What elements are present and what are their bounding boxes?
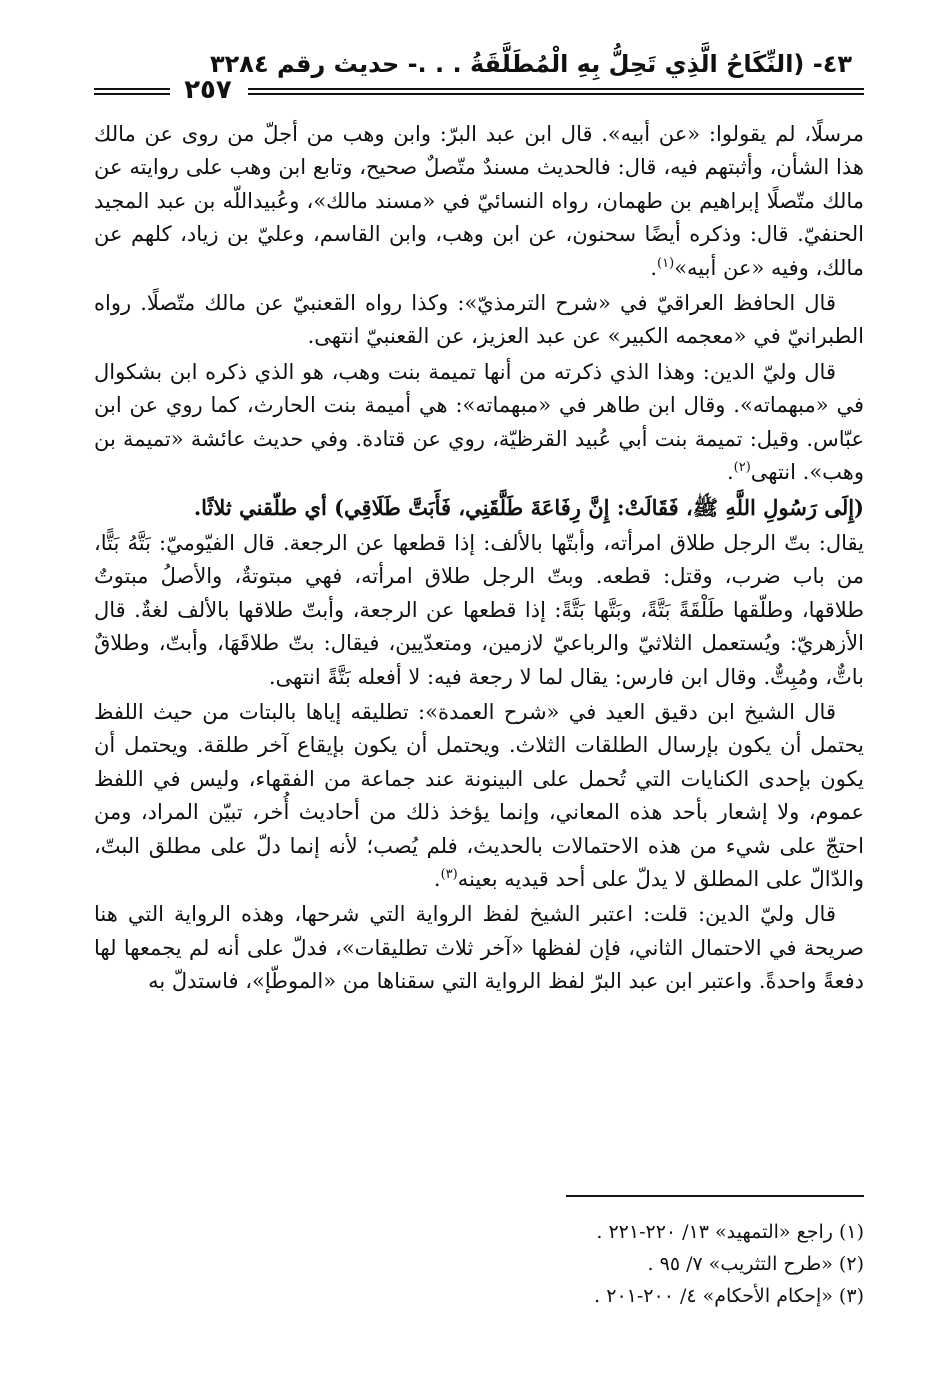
footnote-ref: (١) bbox=[657, 255, 675, 271]
footnote-ref: (٢) bbox=[733, 460, 751, 476]
page-number: ٢٥٧ bbox=[184, 75, 232, 105]
footnote: (٢) «طرح التثريب» ٧/ ٩٥ . bbox=[647, 1253, 864, 1275]
paragraph bbox=[94, 356, 864, 490]
main-text bbox=[94, 118, 864, 1001]
paragraph-text: قال وليّ الدين: وهذا الذي ذكرته من أنها تميمة بنت وهب، هو الذي ذكره ابن بشكوال في «مبهماته». وقال ابن طاهر في «مبهماته»: هي أميمة بنت الحارث، كما روي عن ابن عبّاس. وقيل: تميمة بنت أبي عُبيد القرظيّة، روي عن قتادة. وفي حديث عائشة «تميمة بن وهب». انتهى bbox=[94, 359, 864, 485]
paragraph-text: قال وليّ الدين: قلت: اعتبر الشيخ لفظ الرواية التي شرحها، وهذه الرواية التي هنا صريحة في الاحتمال الثاني، فإن لفظها «آخر ثلاث تطليقات»، فدلّ على أنه لم يجمعها لها دفعةً واحدةً. واعتبر ابن عبد البرّ لفظ الرواية التي سقناها من «الموطّإ»، فاستدلّ به bbox=[94, 902, 864, 994]
paragraph-end: . bbox=[650, 255, 658, 280]
paragraph-text: يقال: بتّ الرجل طلاق امرأته، وأبتّها بالألف: إذا قطعها عن الرجعة. قال الفيّوميّ: بَتَّهُ بَتًّا، من باب ضرب، وقتل: قطعه. وبتّ الرجل طلاق امرأته، فهي مبتوتةٌ، والأصلُ مبتوتٌ طلاقها، وطلّقها طَلْقَةً بَتَّةً، وبَتَّها بَتَّةً: إذا قطعها عن الرجعة، وأبتّ طلاقها بالألف لغةٌ. قال الأزهريّ: ويُستعمل الثلاثيّ والرباعيّ لازمين، ومتعدّيين، فيقال: بتّ طلاقَهَا، وأبتّ، وطلاقٌ باتٌّ، ومُبِتٌّ. وقال ابن فارس: يقال لما لا رجعة فيه: لا أفعله بَتَّةً انتهى. bbox=[94, 530, 864, 689]
footnote: (١) راجع «التمهيد» ١٣/ ٢٢٠-٢٢١ . bbox=[596, 1221, 864, 1243]
paragraph-text: (إِلَى رَسُولِ اللَّهِ ﷺ، فَقَالَتْ: إِنَّ رِفَاعَةَ طَلَّقَنِي، فَأَبَتَّ طَلَاقِي) أي طلّقني ثلاثًا. bbox=[193, 495, 864, 521]
footnote: (٣) «إحكام الأحكام» ٤/ ٢٠٠-٢٠١ . bbox=[594, 1285, 864, 1307]
footnotes bbox=[94, 1216, 864, 1312]
paragraph-text: قال الحافظ العراقيّ في «شرح الترمذيّ»: وكذا رواه القعنبيّ عن مالك متّصلًا. رواه الطبرانيّ في «معجمه الكبير» عن عبد العزيز، عن القعنبيّ انتهى. bbox=[94, 291, 864, 349]
paragraph-end: . bbox=[433, 866, 441, 891]
paragraph bbox=[94, 898, 864, 998]
header-rule-double bbox=[248, 88, 864, 95]
paragraph bbox=[94, 527, 864, 694]
paragraph-text: مرسلًا، لم يقولوا: «عن أبيه». قال ابن عبد البرّ: وابن وهب من أجلّ من روى عن مالك هذا الشأن، وأثبتهم فيه، قال: فالحديث مسندٌ متّصلٌ صحيح، وتابع ابن وهب على روايته عن مالك متّصلًا إبراهيم بن طهمان، رواه النسائيّ في «مسند مالك»، وعُبيداللّه بن عبد المجيد الحنفيّ. قال: وذكره أيضًا سحنون، عن ابن وهب، وابن القاسم، وعليّ بن زياد، كلهم عن مالك، وفيه «عن أبيه» bbox=[94, 122, 864, 280]
paragraph-text: قال الشيخ ابن دقيق العيد في «شرح العمدة»: تطليقه إياها بالبتات من حيث اللفظ يحتمل أن يكون بإرسال الطلقات الثلاث. ويحتمل أن يكون بإيقاع آخر طلقة. ويحتمل أن يكون بإحدى الكنايات التي تُحمل على البينونة عند جماعة من الفقهاء، وليس في اللفظ عموم، ولا إشعار بأحد هذه المعاني، وإنما يؤخذ ذلك من أحاديث أُخر، تبيّن المراد، ومن احتجّ على شيء من هذه الاحتمالات بالحديث، فلم يُصب؛ لأنه إنما دلّ على مطلق البتّ، والدّالّ على المطلق لا يدلّ على أحد قيديه بعينه bbox=[94, 699, 864, 891]
paragraph bbox=[94, 696, 864, 896]
hadith-text bbox=[94, 491, 864, 524]
paragraph-end: . bbox=[726, 460, 734, 485]
paragraph bbox=[94, 287, 864, 354]
header-rule-short bbox=[94, 88, 170, 95]
footnote-ref: (٣) bbox=[440, 866, 458, 882]
footnote-separator bbox=[566, 1195, 864, 1197]
paragraph bbox=[94, 118, 864, 285]
running-head-title: ٤٣- (النِّكَاحُ الَّذِي تَحِلُّ بِهِ الْمُطَلَّقَةُ . . .- حديث رقم ٣٢٨٤ bbox=[210, 50, 852, 78]
